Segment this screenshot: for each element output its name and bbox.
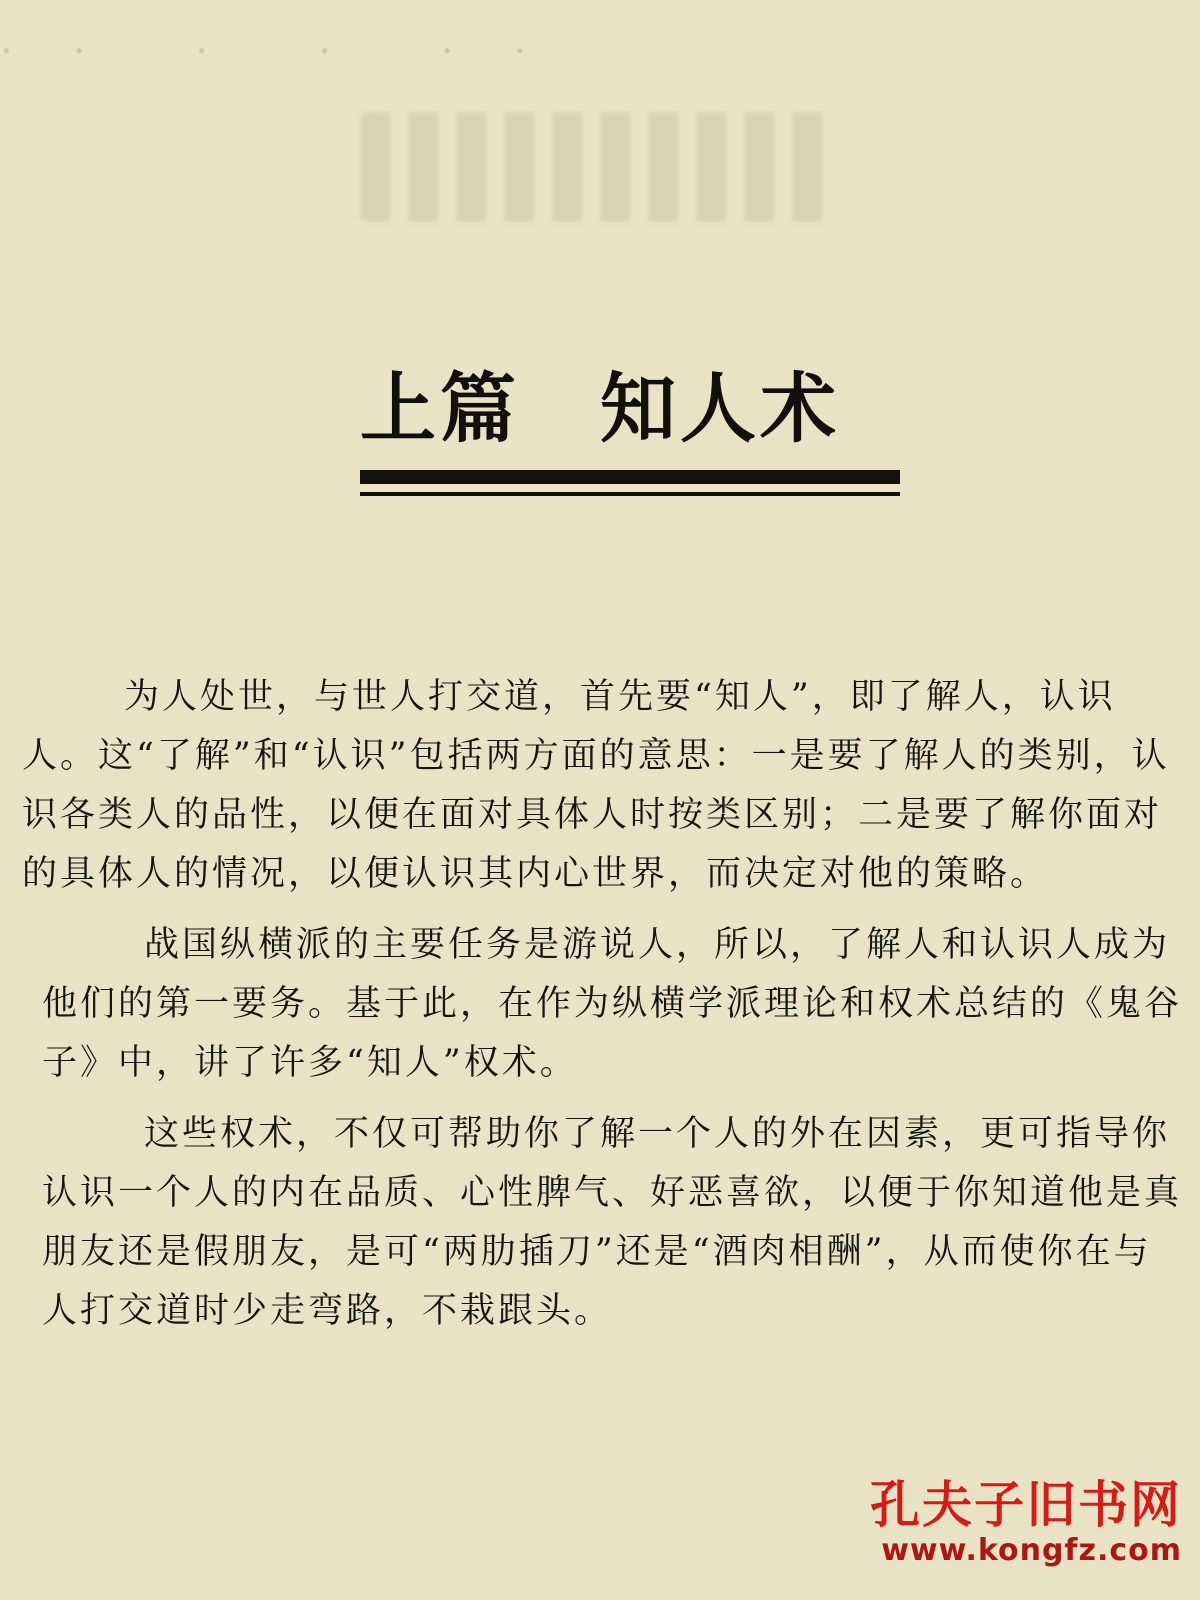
heading-rule-thick [360,470,900,484]
watermark-name: 孔夫子旧书网 [870,1476,1182,1534]
heading-rule-thin [360,492,900,496]
watermark-url: www.kongfz.com [881,1533,1182,1568]
paragraph-3: 这些权术，不仅可帮助你了解一个人的外在因素，更可指导你认识一个人的内在品质、心性脾气、好恶喜欲，以便于你知道他是真朋友还是假朋友，是可“两肋插刀”还是“酒肉相酬”，从而使你在与人打交道时少走弯路，不栽跟头。 [42,1114,1183,1331]
faded-reverse-heading [360,112,840,222]
show-through-texture: · · · · · · [0,29,537,75]
paragraph-1: 为人处世，与世人打交道，首先要“知人”，即了解人，认识人。这“了解”和“认识”包括两方面的意思：一是要了解人的类别，认识各类人的品性，以便在面对具体人时按类区别；二是要了解你面对的具体人的情况，以便认识其内心世界，而决定对他的策略。 [22,677,1170,894]
section-heading: 上篇 知人术 [360,364,840,453]
body-text [22,668,1182,1353]
paragraph-2: 战国纵横派的主要任务是游说人，所以，了解人和认识人成为他们的第一要务。基于此，在作为纵横学派理论和权术总结的《鬼谷子》中，讲了许多“知人”权术。 [42,925,1183,1083]
watermark [870,1478,1182,1568]
